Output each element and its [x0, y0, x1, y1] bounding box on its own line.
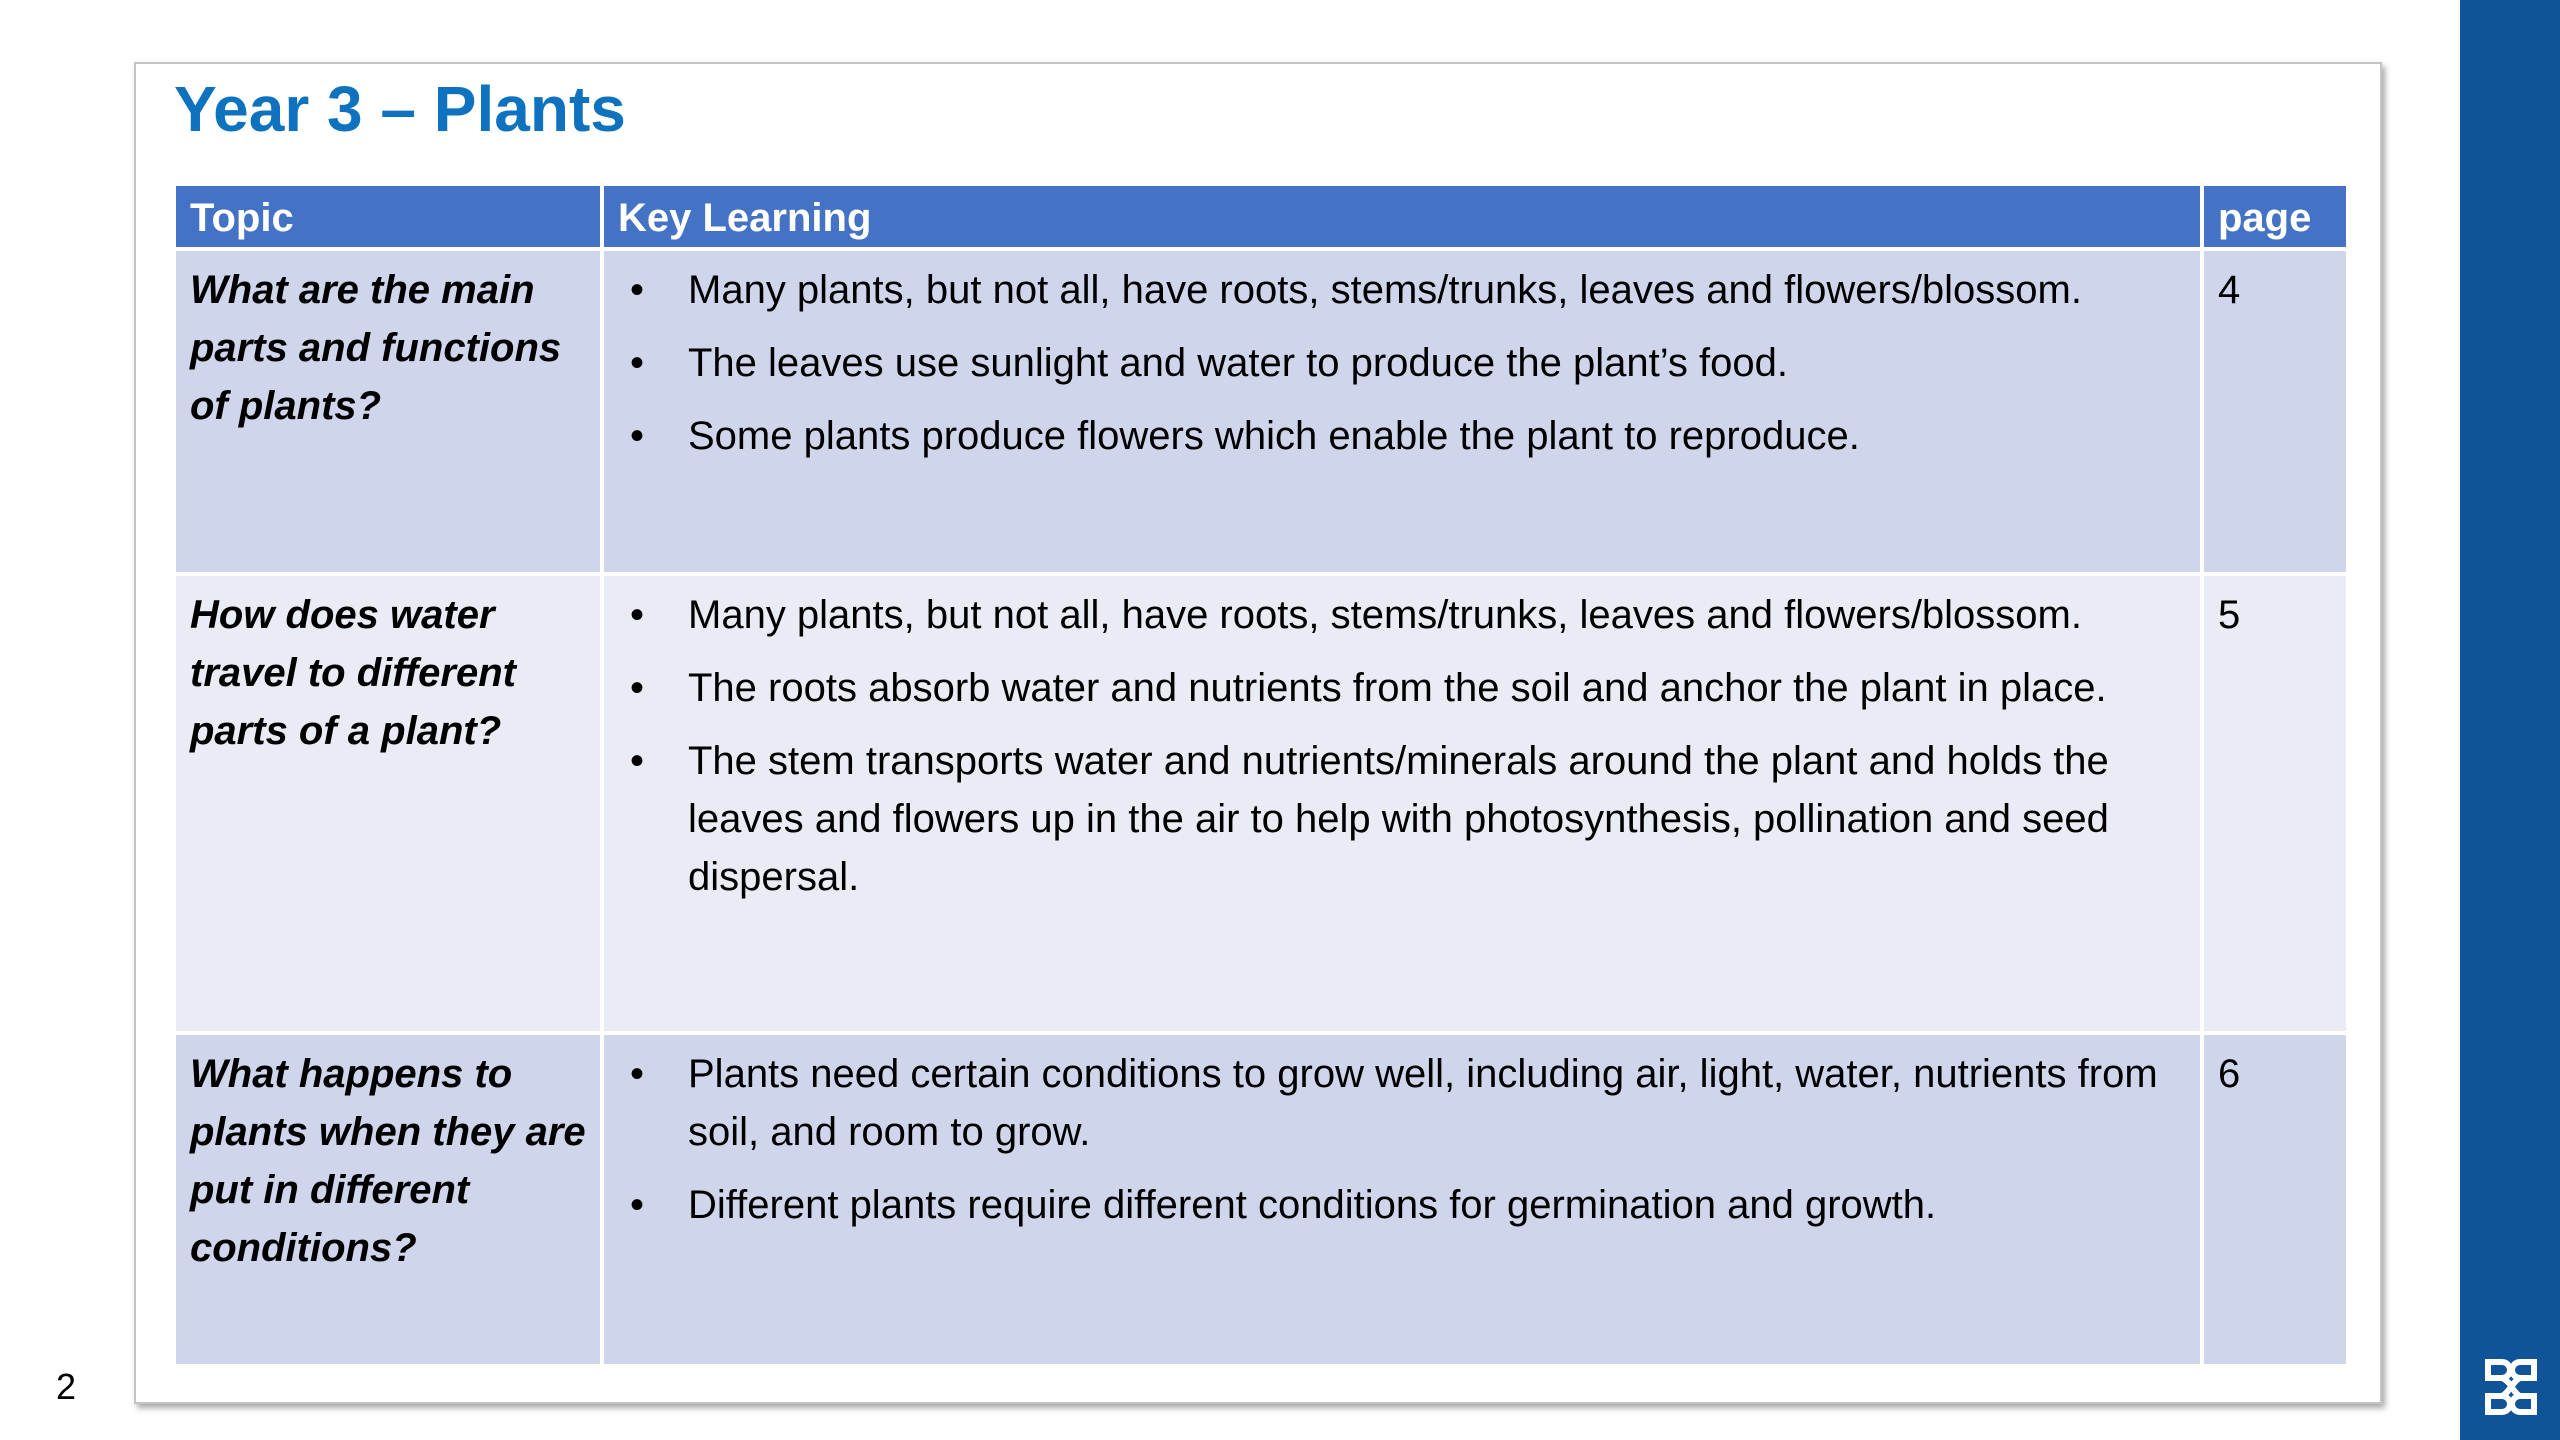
learning-text: Different plants require different conditions for germination and growth. — [688, 1182, 1937, 1227]
header-page: page — [2202, 184, 2348, 249]
page-cell: 5 — [2202, 574, 2348, 1033]
key-learning-table — [172, 182, 2350, 1368]
learning-point — [618, 732, 2186, 906]
header-topic: Topic — [174, 184, 602, 249]
learning-text: Many plants, but not all, have roots, stems/trunks, leaves and flowers/blossom. — [688, 268, 2082, 312]
learning-text: The stem transports water and nutrients/minerals around the plant and holds the leaves and flowers up in the air to help with photosynthesis, pollination and seed dispersal. — [688, 739, 2109, 900]
bullet-icon: • — [630, 1051, 645, 1096]
slide-card — [134, 62, 2382, 1404]
learning-point — [618, 586, 2186, 644]
learning-point — [618, 261, 2186, 319]
bullet-icon: • — [630, 666, 645, 711]
learning-list — [618, 261, 2186, 465]
bullet-icon: • — [630, 268, 645, 312]
bullet-icon: • — [630, 414, 645, 458]
key-learning-cell — [602, 1033, 2202, 1366]
topic-cell: What happens to plants when they are put in different conditions? — [174, 1033, 602, 1366]
key-learning-cell — [602, 574, 2202, 1033]
brand-side-bar — [2460, 0, 2560, 1440]
learning-point — [618, 1045, 2186, 1161]
table-header-row — [174, 184, 2348, 249]
table-row — [174, 1033, 2348, 1366]
key-learning-cell — [602, 249, 2202, 574]
table-row — [174, 574, 2348, 1033]
bullet-icon: • — [630, 593, 645, 638]
page-number: 2 — [56, 1366, 77, 1407]
learning-list — [618, 586, 2186, 906]
learning-point — [618, 659, 2186, 717]
topic-cell: What are the main parts and functions of plants? — [174, 249, 602, 574]
learning-point — [618, 1176, 2186, 1234]
learning-point — [618, 407, 2186, 465]
header-key-learning: Key Learning — [602, 184, 2202, 249]
bullet-icon: • — [630, 341, 645, 385]
learning-text: Some plants produce flowers which enable the plant to reproduce. — [688, 414, 1860, 458]
learning-text: The roots absorb water and nutrients from the soil and anchor the plant in place. — [688, 666, 2107, 711]
learning-text: The leaves use sunlight and water to produce the plant’s food. — [688, 341, 1788, 385]
linked-shapes-logo-icon — [2478, 1354, 2544, 1420]
table-row — [174, 249, 2348, 574]
page-cell: 4 — [2202, 249, 2348, 574]
bullet-icon: • — [630, 739, 645, 784]
page-cell: 6 — [2202, 1033, 2348, 1366]
bullet-icon: • — [630, 1182, 645, 1227]
learning-list — [618, 1045, 2186, 1234]
learning-text: Many plants, but not all, have roots, stems/trunks, leaves and flowers/blossom. — [688, 593, 2082, 638]
learning-text: Plants need certain conditions to grow well, including air, light, water, nutrients from soil, and room to grow. — [688, 1051, 2158, 1154]
learning-point — [618, 334, 2186, 392]
topic-cell: How does water travel to different parts of a plant? — [174, 574, 602, 1033]
slide-title: Year 3 – Plants — [174, 73, 626, 145]
